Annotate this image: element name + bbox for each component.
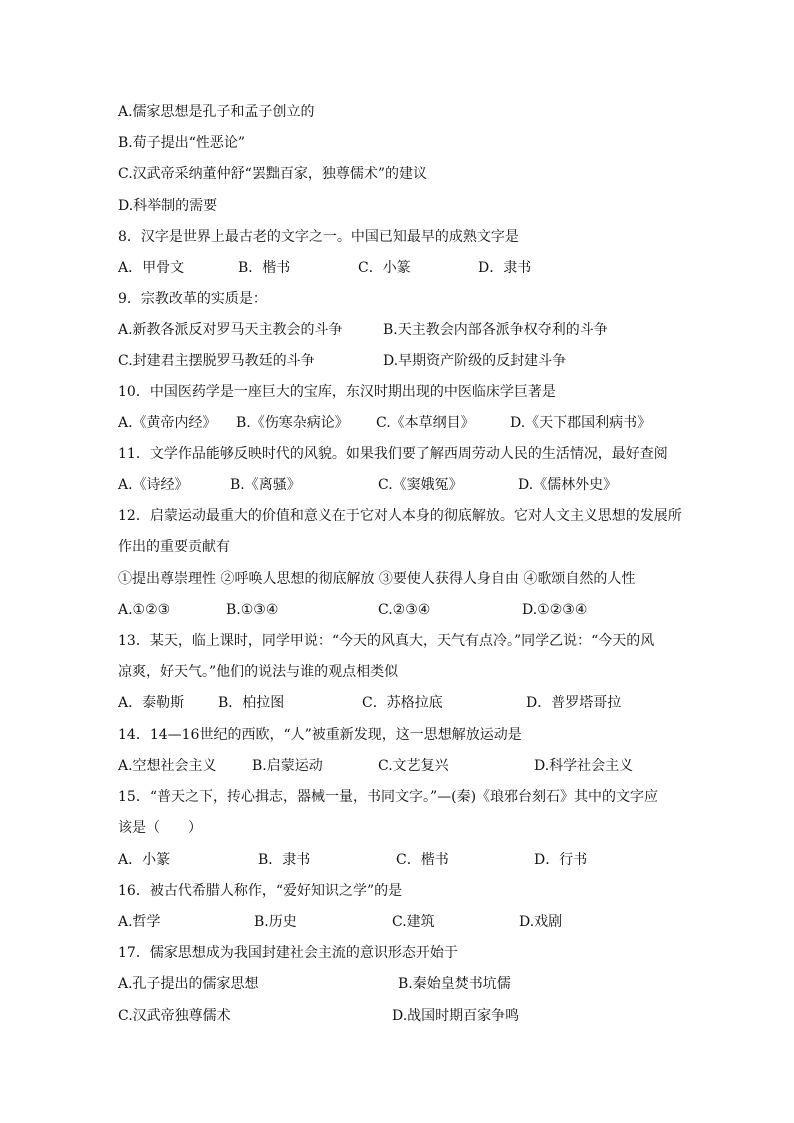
q8-stem: 8．汉字是世界上最古老的文字之一。中国已知最早的成熟文字是 — [118, 229, 519, 245]
q13-option-b: B．柏拉图 — [218, 695, 285, 711]
q7-option-a: A.儒家思想是孔子和孟子创立的 — [118, 104, 315, 120]
q12-stem-line2: 作出的重要贡献有 — [118, 539, 230, 555]
q16-option-c: C.建筑 — [392, 914, 435, 930]
q14-stem: 14．14—16世纪的西欧，“人”被重新发现，这一思想解放运动是 — [118, 727, 522, 743]
q17-stem: 17．儒家思想成为我国封建社会主流的意识形态开始于 — [118, 945, 458, 961]
q12-stem-line1: 12．启蒙运动最重大的价值和意义在于它对人本身的彻底解放。它对人文主义思想的发展所 — [118, 508, 682, 524]
q7-option-b: B.荀子提出“性恶论” — [118, 135, 246, 151]
q12-option-b: B.①③④ — [226, 602, 279, 618]
q11-option-d: D.《儒林外史》 — [518, 477, 618, 493]
q15-option-a: A．小篆 — [118, 852, 171, 868]
q10-stem: 10．中国医药学是一座巨大的宝库，东汉时期出现的中医临床学巨著是 — [118, 384, 556, 400]
q17-option-a: A.孔子提出的儒家思想 — [118, 976, 259, 992]
q16-option-b: B.历史 — [254, 914, 297, 930]
q9-option-b: B.天主教会内部各派争权夺利的斗争 — [383, 322, 608, 338]
q12-option-a: A.①②③ — [118, 602, 171, 618]
q13-option-c: C．苏格拉底 — [362, 695, 443, 711]
q10-option-d: D.《天下郡国利病书》 — [510, 415, 652, 431]
q17-option-b: B.秦始皇焚书坑儒 — [398, 976, 511, 992]
q10-option-a: A.《黄帝内经》 — [118, 415, 217, 431]
q12-option-d: D.①②③④ — [522, 602, 588, 618]
q13-stem-line1: 13．某天，临上课时，同学甲说：“今天的风真大，天气有点冷。”同学乙说：“今天的风 — [118, 633, 655, 649]
q8-option-d: D．隶书 — [478, 260, 532, 276]
q7-option-d: D.科举制的需要 — [118, 198, 218, 214]
q15-stem-line1: 15．“普天之下，抟心揖志，器械一量，书同文字。”—(秦)《琅邪台刻石》其中的文字应 — [118, 789, 659, 805]
q8-option-c: C．小篆 — [358, 260, 411, 276]
q12-statements: ①提出尊崇理性 ②呼唤人思想的彻底解放 ③要使人获得人身自由 ④歌颂自然的人性 — [118, 571, 636, 587]
q14-option-d: D.科学社会主义 — [534, 758, 634, 774]
q15-stem-line2: 该是（ ） — [118, 820, 202, 836]
q11-option-b: B.《离骚》 — [230, 477, 301, 493]
q14-option-a: A.空想社会主义 — [118, 758, 217, 774]
q8-option-b: B．楷书 — [238, 260, 291, 276]
q16-option-d: D.戏剧 — [519, 914, 563, 930]
q10-option-b: B.《伤寒杂病论》 — [236, 415, 349, 431]
q11-stem: 11．文学作品能够反映时代的风貌。如果我们要了解西周劳动人民的生活情况，最好查阅 — [118, 446, 668, 462]
q9-option-a: A.新教各派反对罗马天主教会的斗争 — [118, 322, 343, 338]
q13-option-d: D．普罗塔哥拉 — [526, 695, 622, 711]
q15-option-b: B．隶书 — [258, 852, 311, 868]
q16-stem: 16．被古代希腊人称作，“爱好知识之学”的是 — [118, 883, 403, 899]
q15-option-c: C．楷书 — [396, 852, 449, 868]
q9-option-c: C.封建君主摆脱罗马教廷的斗争 — [118, 353, 315, 369]
q7-option-c: C.汉武帝采纳董仲舒“罢黜百家，独尊儒术”的建议 — [118, 166, 427, 182]
q14-option-b: B.启蒙运动 — [252, 758, 323, 774]
q12-option-c: C.②③④ — [378, 602, 431, 618]
q10-option-c: C.《本草纲目》 — [376, 415, 475, 431]
q15-option-d: D．行书 — [534, 852, 588, 868]
q14-option-c: C.文艺复兴 — [378, 758, 449, 774]
q11-option-a: A.《诗经》 — [118, 477, 189, 493]
q17-option-d: D.战国时期百家争鸣 — [392, 1008, 520, 1024]
q8-option-a: A．甲骨文 — [118, 260, 185, 276]
q11-option-c: C.《窦娥冤》 — [378, 477, 463, 493]
q13-stem-line2: 凉爽，好天气。”他们的说法与谁的观点相类似 — [118, 664, 399, 680]
q9-option-d: D.早期资产阶级的反封建斗争 — [383, 353, 567, 369]
q9-stem: 9．宗教改革的实质是： — [118, 291, 267, 307]
q16-option-a: A.哲学 — [118, 914, 161, 930]
q17-option-c: C.汉武帝独尊儒术 — [118, 1008, 231, 1024]
q13-option-a: A．泰勒斯 — [118, 695, 185, 711]
